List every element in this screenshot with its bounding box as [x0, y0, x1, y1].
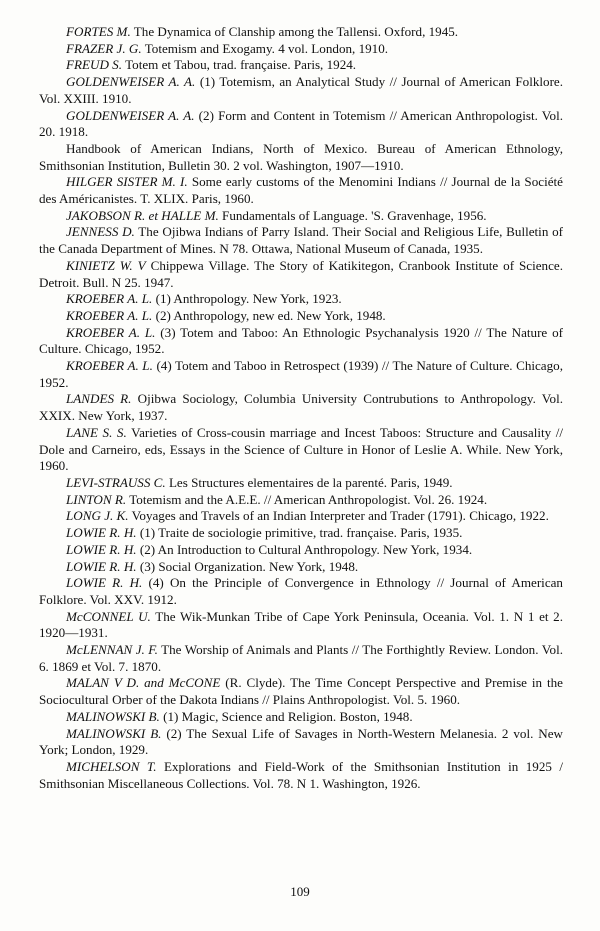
entry-text: (1) Totemism, an Analytical Study // Journal of American Folklore. Vol. XXIII. 1910.: [39, 74, 564, 106]
entry-author: LOWIE R. H.: [66, 575, 143, 591]
bibliography-entry: [39, 508, 563, 525]
entry-author: KROEBER A. L.: [66, 358, 153, 374]
entry-text: Chippewa Village. The Story of Katikitegon, Cranbook Institute of Science. Detroit. Bull. N 25. 1947.: [39, 257, 563, 290]
entry-text: Explorations and Field-Work of the Smithsonian Institution in 1925 / Smithsonian Miscellaneous Collections. Vol. 78. N 1. Washington, 1926.: [39, 758, 563, 791]
bibliography-entry: [39, 425, 563, 475]
entry-text: The Ojibwa Indians of Parry Island. Their Social and Religious Life, Bulletin of the Canada Department of Mines. N 78. Ottawa, National Museum of Canada, 1935.: [39, 224, 563, 257]
entry-author: FORTES M.: [66, 24, 131, 39]
entry-author: LOWIE R. H.: [66, 525, 137, 541]
bibliography-entry: [39, 41, 563, 58]
entry-text: (2) Anthropology, new ed. New York, 1948.: [155, 307, 386, 323]
bibliography-entry: [39, 475, 563, 492]
entry-author: LANE S. S.: [66, 424, 127, 440]
entry-text: Les Structures elementaires de la parenté. Paris, 1949.: [168, 474, 453, 490]
entry-text: (2) Form and Content in Totemism // American Anthropologist. Vol. 20. 1918.: [39, 107, 563, 140]
bibliography-entry: [39, 24, 563, 41]
entry-author: MICHELSON T.: [66, 758, 157, 774]
entry-text: (4) On the Principle of Convergence in Ethnology // Journal of American Folklore. Vol. XXV. 1912.: [39, 575, 563, 607]
bibliography-entry: [39, 208, 563, 225]
entry-author: GOLDENWEISER A. A.: [66, 107, 195, 123]
entry-text: (3) Social Organization. New York, 1948.: [139, 558, 359, 574]
page-number: 109: [290, 884, 310, 899]
entry-author: FREUD S.: [66, 57, 123, 73]
entry-text: (1) Traite de sociologie primitive, trad. française. Paris, 1935.: [139, 525, 463, 541]
entry-text: The Worship of Animals and Plants // The Forthightly Review. London. Vol. 6. 1869 et Vol. 7. 1870.: [39, 642, 563, 674]
entry-author: JENNESS D.: [66, 224, 135, 240]
entry-author: McLENNAN J. F.: [66, 642, 158, 658]
entry-author: KINIETZ W. V: [66, 257, 146, 273]
bibliography-entry: [39, 291, 563, 308]
entry-text: (R. Clyde). The Time Concept Perspective and Premise in the Sociocultural Orber of the Dakota Indians // Plains Anthropologist. Vol. 5. 1960.: [39, 675, 563, 708]
bibliography-entry: [39, 325, 563, 358]
entry-author: HILGER SISTER M. I.: [66, 174, 188, 190]
entry-text: The Dynamica of Clanship among the Tallensi. Oxford, 1945.: [133, 24, 459, 39]
bibliography-entry: [39, 358, 563, 391]
bibliography-entry: [39, 709, 563, 726]
entry-text: Totem et Tabou, trad. française. Paris, 1924.: [125, 57, 357, 73]
entry-author: FRAZER J. G.: [66, 40, 142, 56]
entry-text: (2) The Sexual Life of Savages in North-Western Melanesia. 2 vol. New York; London, 1929.: [39, 725, 563, 758]
entry-author: LEVI-STRAUSS C.: [66, 474, 166, 490]
entry-author: LANDES R.: [66, 391, 132, 407]
bibliography-entry: [39, 308, 563, 325]
entry-author: McCONNEL U.: [66, 608, 151, 624]
entry-text: (1) Anthropology. New York, 1923.: [155, 291, 342, 307]
entry-text: Voyages and Travels of an Indian Interpreter and Trader (1791). Chicago, 1922.: [131, 508, 549, 524]
bibliography-entry: [39, 391, 563, 424]
bibliography-entry: [39, 559, 563, 576]
bibliography-entry: [39, 609, 563, 642]
bibliography-entry: [39, 174, 563, 207]
bibliography-list: [39, 24, 563, 792]
bibliography-entry: [39, 575, 563, 608]
entry-text: The Wik-Munkan Tribe of Cape York Peninsula, Oceania. Vol. 1. N 1 et 2. 1920—1931.: [39, 608, 563, 641]
bibliography-entry: [39, 74, 563, 107]
entry-author: MALINOWSKI B.: [66, 725, 162, 741]
entry-author: GOLDENWEISER A. A.: [66, 74, 196, 90]
entry-author: LOWIE R. H.: [66, 558, 137, 574]
entry-author: LINTON R.: [66, 491, 127, 507]
entry-text: (1) Magic, Science and Religion. Boston, 1948.: [163, 708, 413, 724]
bibliography-entry: [39, 224, 563, 257]
bibliography-entry: [39, 108, 563, 141]
entry-author: LOWIE R. H.: [66, 541, 137, 557]
bibliography-entry: [39, 726, 563, 759]
bibliography-entry: [39, 759, 563, 792]
bibliography-entry: [39, 258, 563, 291]
entry-author: JAKOBSON R. et HALLE M.: [66, 207, 219, 223]
entry-author: LONG J. K.: [66, 508, 129, 524]
bibliography-entry: [39, 141, 563, 174]
entry-text: Ojibwa Sociology, Columbia University Contrubutions to Anthropology. Vol. XXIX. New York, 1937.: [39, 391, 564, 424]
entry-text: (4) Totem and Taboo in Retrospect (1939) // The Nature of Culture. Chicago, 1952.: [39, 358, 563, 390]
entry-text: Handbook of American Indians, North of Mexico. Bureau of American Ethnology, Smithsonian Institution, Bulletin 30. 2 vol. Washington, 1907—1910.: [39, 140, 563, 173]
entry-author: MALAN V D. and McCONE: [66, 675, 221, 691]
entry-text: (3) Totem and Taboo: An Ethnologic Psychanalysis 1920 // The Nature of Culture. Chicago, 1952.: [39, 324, 563, 357]
entry-author: MALINOWSKI B.: [66, 708, 160, 724]
entry-text: Fundamentals of Language. 'S. Gravenhage, 1956.: [222, 207, 487, 223]
bibliography-entry: [39, 57, 563, 74]
bibliography-entry: [39, 675, 563, 708]
entry-author: KROEBER A. L.: [66, 307, 153, 323]
bibliography-entry: [39, 542, 563, 559]
entry-text: Totemism and Exogamy. 4 vol. London, 1910.: [144, 40, 389, 56]
bibliography-entry: [39, 492, 563, 509]
entry-text: (2) An Introduction to Cultural Anthropology. New York, 1934.: [139, 541, 473, 557]
bibliography-entry: [39, 642, 563, 675]
entry-text: Some early customs of the Menomini Indians // Journal de la Société des Américanistes. T. XLIX. Paris, 1960.: [39, 174, 563, 207]
entry-author: KROEBER A. L.: [66, 324, 156, 340]
entry-text: Totemism and the A.E.E. // American Anthropologist. Vol. 26. 1924.: [129, 491, 488, 507]
entry-text: Varieties of Cross-cousin marriage and Incest Taboos: Structure and Causality // Dole and Carneiro, eds, Essays in the Science of Culture in Honor of Leslie A. While. New York, 1960.: [39, 424, 563, 474]
bibliography-entry: [39, 525, 563, 542]
entry-author: KROEBER A. L.: [66, 291, 153, 307]
